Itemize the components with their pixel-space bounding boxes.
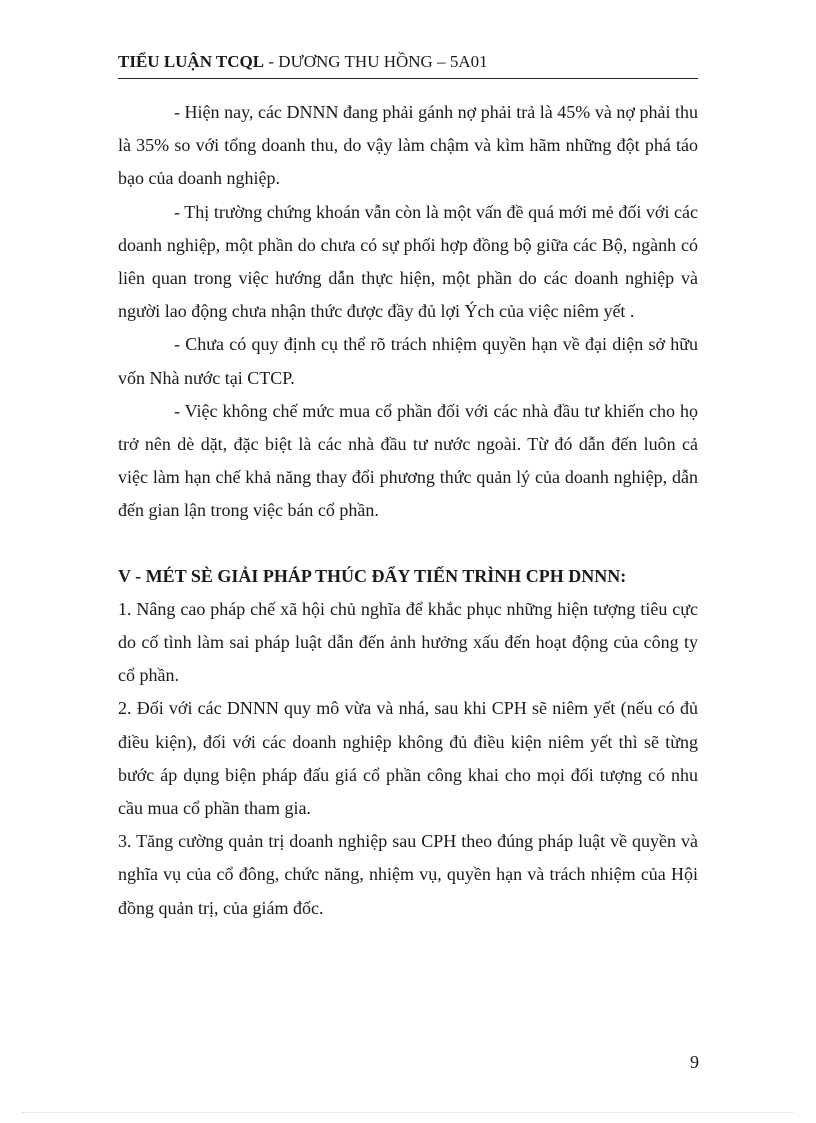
document-body bbox=[118, 96, 698, 925]
list-item-1: 1. Nâng cao pháp chế xã hội chủ nghĩa để khắc phục những hiện tượng tiêu cực do cố tình làm sai pháp luật dẫn đến ảnh hưởng xấu đến hoạt động của công ty cổ phần. bbox=[118, 598, 698, 686]
list-item-2: 2. Đối với các DNNN quy mô vừa và nhá, sau khi CPH sẽ niêm yết (nếu có đủ điều kiện), đối với các doanh nghiệp không đủ điều kiện niêm yết thì sẽ từng bước áp dụng biện pháp đấu giá cổ phần công khai cho mọi đối tượng có nhu cầu mua cổ phần tham gia. bbox=[118, 698, 698, 819]
header-title-bold: TIỂU LUẬN TCQL bbox=[118, 52, 265, 71]
header-title-rest: - DƯƠNG THU HỒNG – 5A01 bbox=[264, 52, 488, 71]
footer-divider bbox=[22, 1112, 794, 1113]
paragraph-2: - Thị trường chứng khoán vẫn còn là một vấn đề quá mới mẻ đối với các doanh nghiệp, một phần do chưa có sự phối hợp đồng bộ giữa các Bộ, ngành có liên quan trong việc hướng dẫn thực hiện, một phần do các doanh nghiệp và người lao động chưa nhận thức được đầy đủ lợi Ých của việc niêm yết . bbox=[118, 201, 698, 322]
paragraph-1: - Hiện nay, các DNNN đang phải gánh nợ phải trả là 45% và nợ phải thu là 35% so với tổng doanh thu, do vậy làm chậm và kìm hãm những đột phá táo bạo của doanh nghiệp. bbox=[118, 102, 698, 189]
page-number: 9 bbox=[690, 1052, 699, 1072]
list-item-3: 3. Tăng cường quản trị doanh nghiệp sau CPH theo đúng pháp luật về quyền và nghĩa vụ của cổ đông, chức năng, nhiệm vụ, quyền hạn và trách nhiệm của Hội đồng quản trị, của giám đốc. bbox=[118, 831, 698, 918]
paragraph-3: - Chưa có quy định cụ thể rõ trách nhiệm quyền hạn về đại diện sở hữu vốn Nhà nước tại CTCP. bbox=[118, 334, 698, 388]
page-header bbox=[118, 50, 698, 79]
section-title: V - MÉT SÈ GIẢI PHÁP THÚC ĐẨY TIẾN TRÌNH CPH DNNN: bbox=[118, 565, 627, 586]
paragraph-4: - Việc không chế mức mua cổ phần đối với các nhà đầu tư khiến cho họ trở nên dè dặt, đặc biệt là các nhà đầu tư nước ngoài. Từ đó dẫn đến luôn cả việc làm hạn chế khả năng thay đổi phương thức quản lý của doanh nghiệp, dẫn đến gian lận trong việc bán cổ phần. bbox=[118, 400, 698, 521]
